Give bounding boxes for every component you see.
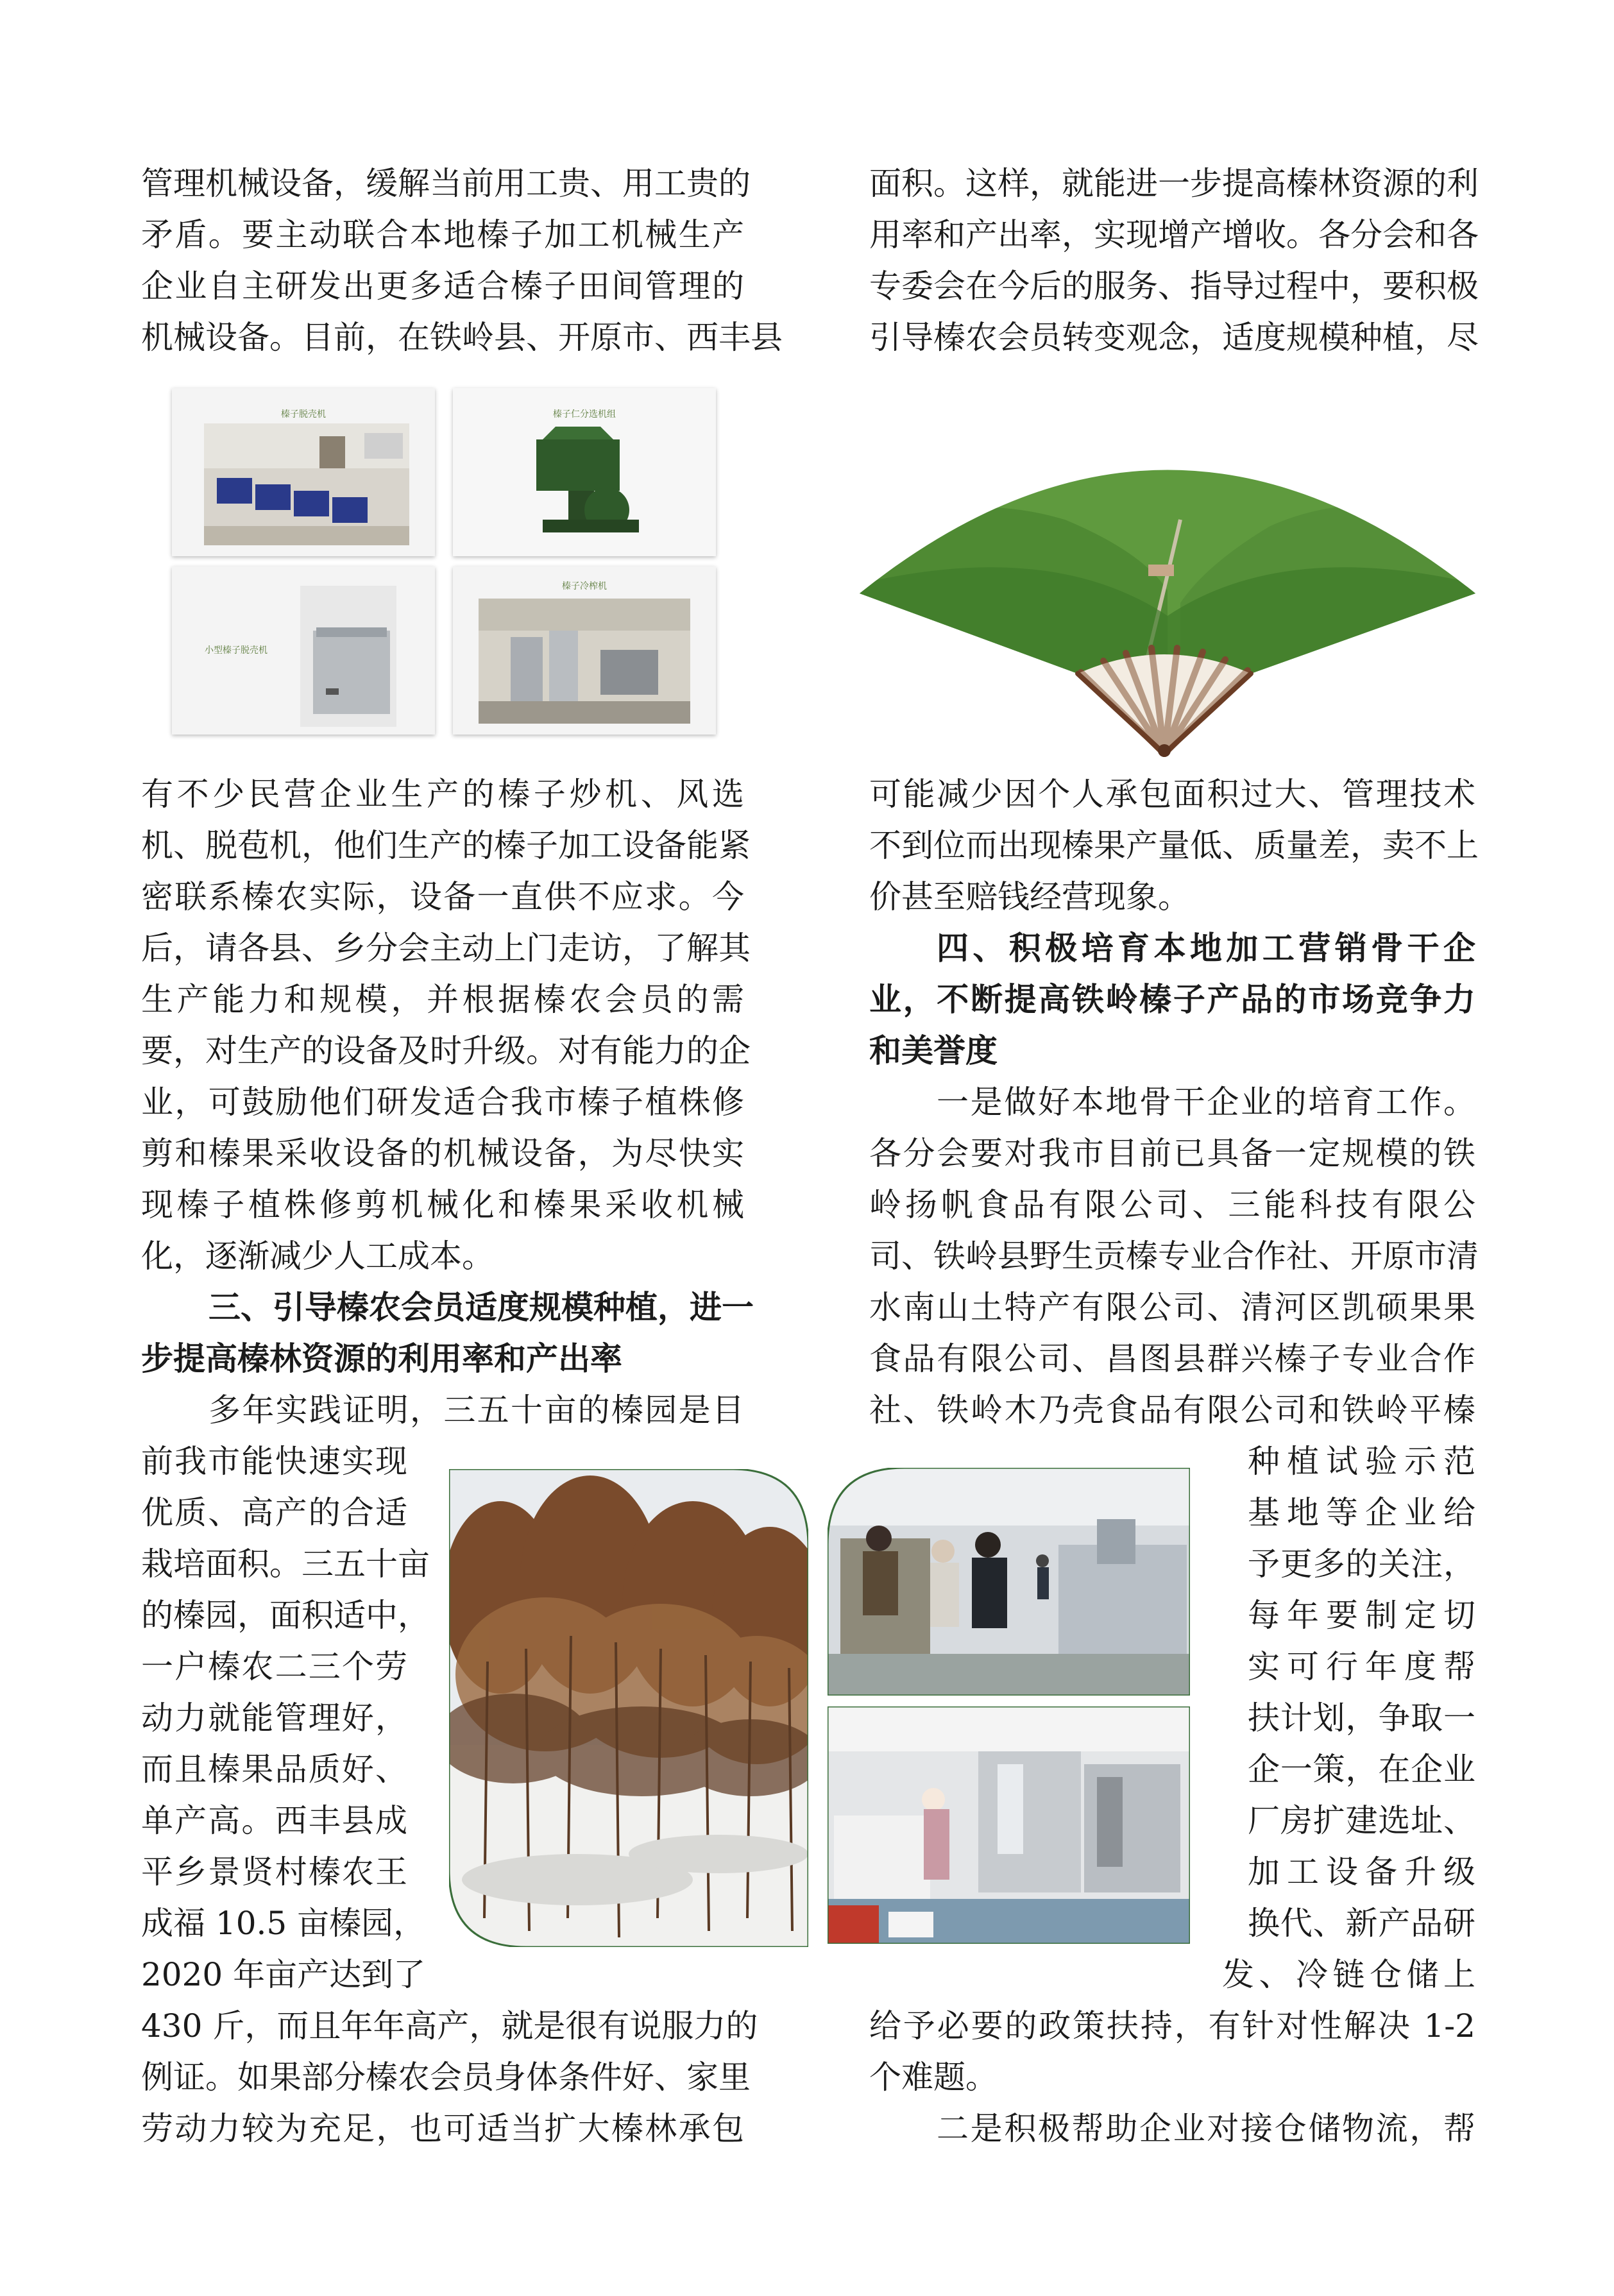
text-line: 现榛子植株修剪机械化和榛果采收机械 <box>141 1186 744 1223</box>
text-line: 予更多的关注， <box>1248 1545 1475 1583</box>
text-line: 一户榛农二三个劳 <box>141 1648 407 1685</box>
caption: 小型榛子脱壳机 <box>205 645 268 656</box>
text-line: 二是积极帮助企业对接仓储物流，帮 <box>937 2110 1475 2147</box>
text-line: 单产高。西丰县成 <box>141 1802 407 1839</box>
text-line: 的榛园，面积适中， <box>141 1597 430 1634</box>
text-line: 2020 年亩产达到了 <box>141 1956 426 1993</box>
text-line: 引导榛农会员转变观念，适度规模种植，尽 <box>869 319 1479 356</box>
text-line: 基地等企业给 <box>1248 1494 1475 1531</box>
text-line: 生产能力和规模，并根据榛农会员的需 <box>141 981 744 1018</box>
text-line: 面积。这样，就能进一步提高榛林资源的利 <box>869 165 1479 202</box>
text-line: 业，可鼓励他们研发适合我市榛子植株修 <box>141 1084 744 1121</box>
text-line: 成福 10.5 亩榛园， <box>141 1905 426 1942</box>
caption: 榛子脱壳机 <box>281 409 326 420</box>
text-line: 加工设备升级 <box>1248 1853 1475 1891</box>
text-line: 430 斤，而且年年高产，就是很有说服力的 <box>141 2007 758 2045</box>
text-line: 化，逐渐减少人工成本。 <box>141 1237 494 1275</box>
text-line: 动力就能管理好， <box>141 1699 407 1737</box>
text-line: 各分会要对我市目前已具备一定规模的铁 <box>869 1135 1475 1172</box>
text-line: 岭扬帆食品有限公司、三能科技有限公 <box>869 1186 1475 1223</box>
text-line: 厂房扩建选址、 <box>1248 1802 1475 1839</box>
text-line: 不到位而出现榛果产量低、质量差，卖不上 <box>869 827 1479 864</box>
photo-hazelnut-sheller <box>172 388 435 556</box>
text-line: 社、铁岭木乃壳食品有限公司和铁岭平榛 <box>869 1391 1475 1429</box>
text-line: 多年实践证明，三五十亩的榛园是目 <box>208 1391 744 1429</box>
text-line: 后，请各县、乡分会主动上门走访，了解其 <box>141 930 751 967</box>
text-line: 每年要制定切 <box>1248 1597 1475 1634</box>
text-line: 有不少民营企业生产的榛子炒机、风选 <box>141 776 744 813</box>
heading-line: 业，不断提高铁岭榛子产品的市场竞争力 <box>869 981 1475 1018</box>
caption: 榛子仁分选机组 <box>553 409 616 420</box>
text-line: 密联系榛农实际，设备一直供不应求。今 <box>141 878 744 915</box>
text-line: 而且榛果品质好、 <box>141 1751 407 1788</box>
text-line: 价甚至赔钱经营现象。 <box>869 878 1190 915</box>
text-line: 企业自主研发出更多适合榛子田间管理的 <box>141 268 744 305</box>
fan-landscape-image <box>860 372 1488 757</box>
text-line: 个难题。 <box>869 2059 998 2096</box>
heading-line: 四、积极培育本地加工营销骨干企 <box>937 930 1475 967</box>
factory-visit-photo <box>828 1468 1190 1696</box>
text-line: 平乡景贤村榛农王 <box>141 1853 407 1891</box>
text-line: 优质、高产的合适 <box>141 1494 407 1531</box>
text-line: 给予必要的政策扶持，有针对性解决 1-2 <box>869 2007 1475 2045</box>
text-line: 发、冷链仓储上 <box>1222 1956 1475 1993</box>
machine-photo-grid <box>172 388 716 735</box>
text-line: 前我市能快速实现 <box>141 1443 407 1480</box>
photo-kernel-sorter <box>453 388 716 556</box>
text-line: 剪和榛果采收设备的机械设备，为尽快实 <box>141 1135 744 1172</box>
text-line: 栽培面积。三五十亩 <box>141 1545 430 1583</box>
heading-line: 和美誉度 <box>869 1032 998 1069</box>
winter-hazel-orchard-photo <box>449 1469 808 1947</box>
text-line: 水南山土特产有限公司、清河区凯硕果果 <box>869 1289 1475 1326</box>
text-line: 扶计划，争取一 <box>1248 1699 1475 1737</box>
heading-line: 步提高榛林资源的利用率和产出率 <box>141 1340 622 1377</box>
text-line: 一是做好本地骨干企业的培育工作。 <box>937 1084 1475 1121</box>
text-line: 可能减少因个人承包面积过大、管理技术 <box>869 776 1475 813</box>
text-line: 企一策，在企业 <box>1248 1751 1475 1788</box>
text-line: 用率和产出率，实现增产增收。各分会和各 <box>869 216 1479 253</box>
text-line: 种植试验示范 <box>1248 1443 1475 1480</box>
text-line: 管理机械设备，缓解当前用工贵、用工贵的 <box>141 165 751 202</box>
text-line: 换代、新产品研 <box>1248 1905 1475 1942</box>
text-line: 实可行年度帮 <box>1248 1648 1475 1685</box>
heading-line: 三、引导榛农会员适度规模种植，进一 <box>208 1289 754 1326</box>
text-line: 司、铁岭县野生贡榛专业合作社、开原市清 <box>869 1237 1479 1275</box>
text-line: 例证。如果部分榛农会员身体条件好、家里 <box>141 2059 751 2096</box>
packaging-line-photo <box>828 1706 1190 1944</box>
text-line: 矛盾。要主动联合本地榛子加工机械生产 <box>141 216 744 253</box>
photo-small-sheller <box>172 566 435 735</box>
text-line: 要，对生产的设备及时升级。对有能力的企 <box>141 1032 751 1069</box>
text-line: 食品有限公司、昌图县群兴榛子专业合作 <box>869 1340 1475 1377</box>
caption: 榛子冷榨机 <box>562 581 607 591</box>
text-line: 劳动力较为充足，也可适当扩大榛林承包 <box>141 2110 744 2147</box>
text-line: 机械设备。目前，在铁岭县、开原市、西丰县 <box>141 319 783 356</box>
photo-cold-press <box>453 566 716 735</box>
text-line: 机、脱苞机，他们生产的榛子加工设备能紧 <box>141 827 751 864</box>
text-line: 专委会在今后的服务、指导过程中，要积极 <box>869 268 1479 305</box>
